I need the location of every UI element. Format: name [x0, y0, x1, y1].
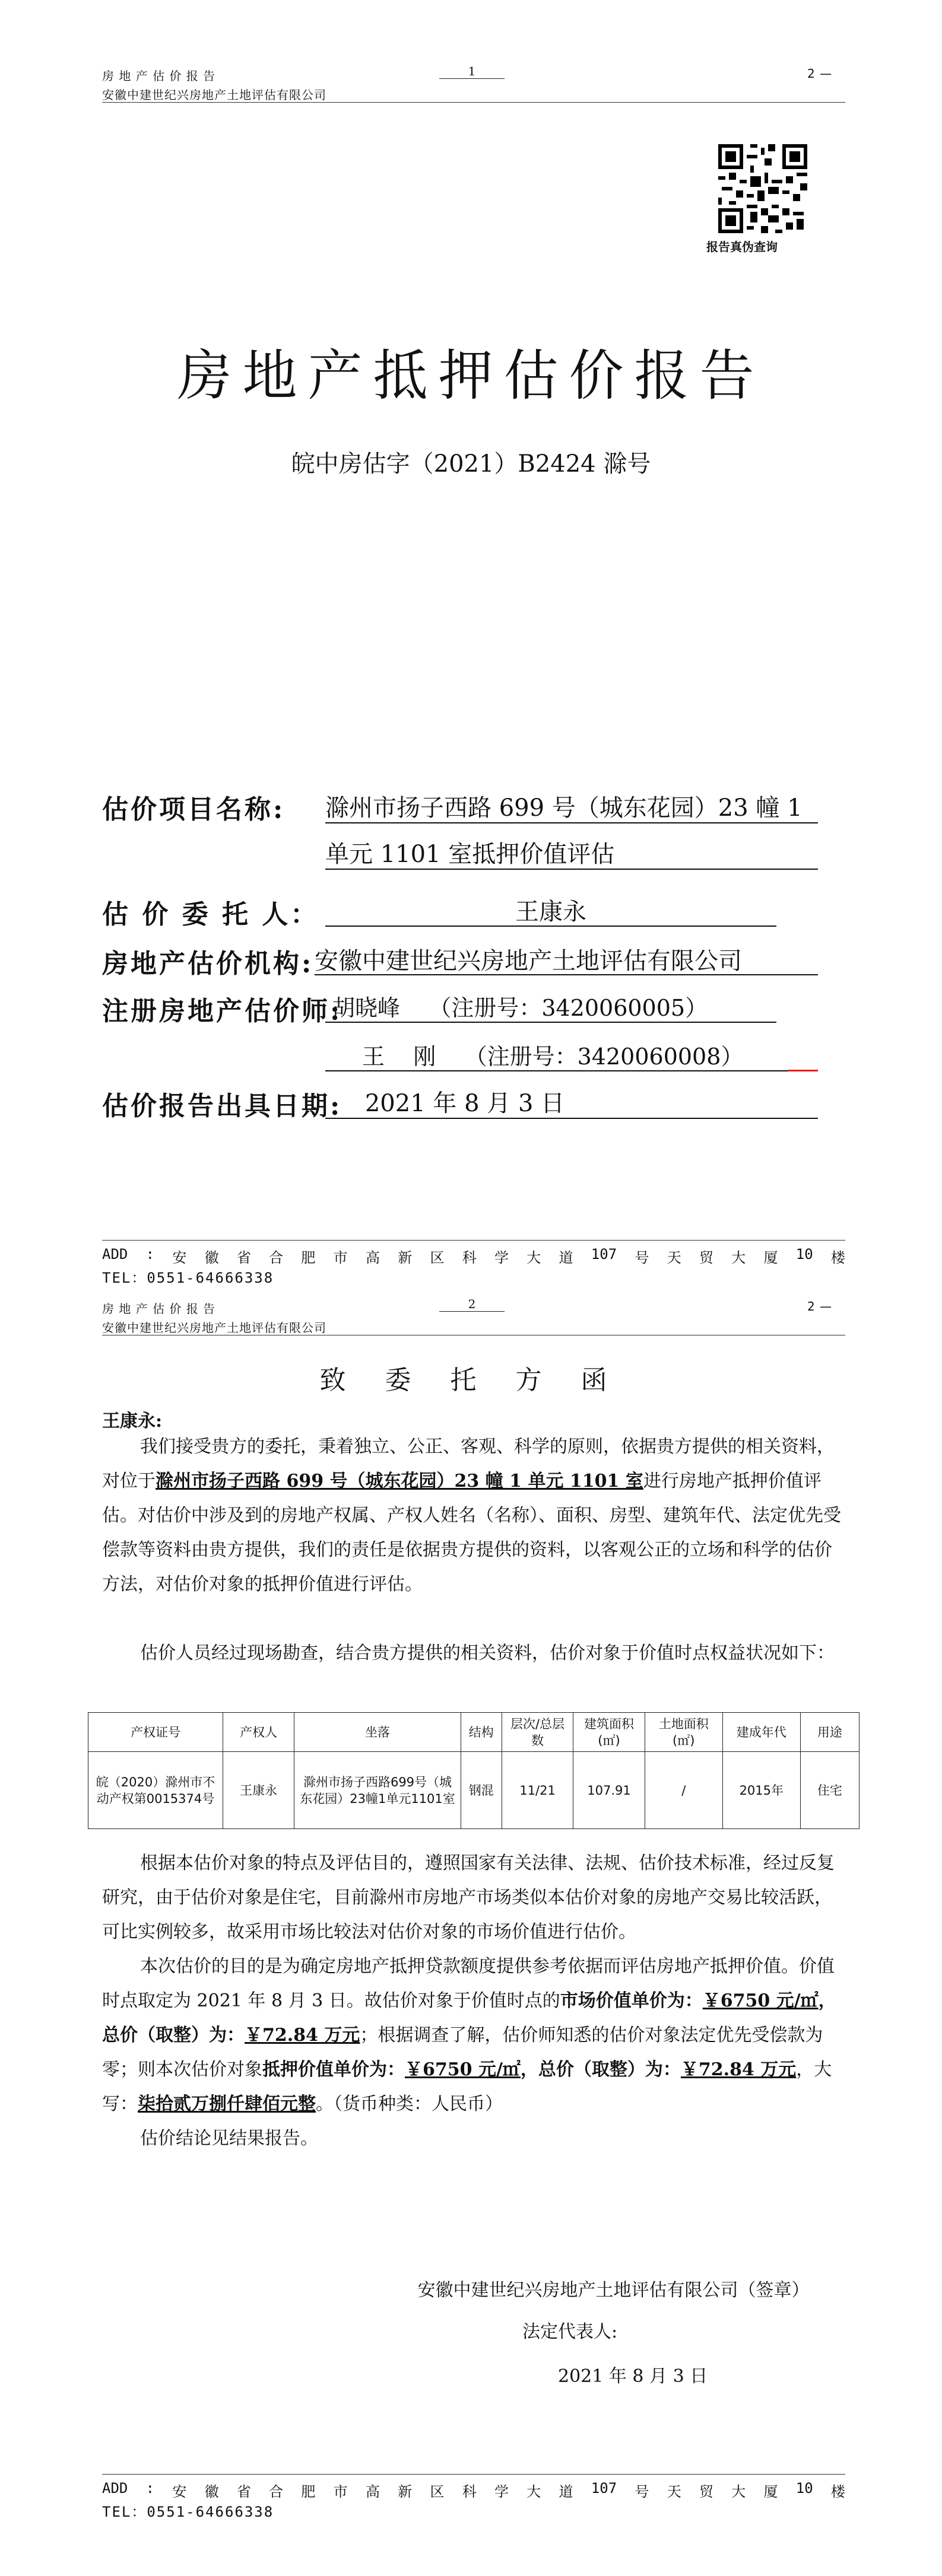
- footer-address: ADD : 安 徽 省 合 肥 市 高 新 区 科 学 大 道 107 号 天 贸 大 厦 10 楼: [102, 2480, 845, 2500]
- appraiser-label: 注册房地产估价师:: [102, 996, 342, 1026]
- project-name-label: 估价项目名称:: [102, 794, 286, 825]
- header-page-number: 1: [439, 64, 505, 79]
- project-name-underline2: [325, 869, 818, 870]
- header-divider: [102, 102, 845, 103]
- report-date-label: 估价报告出具日期:: [102, 1091, 342, 1121]
- footer-tel: TEL：0551-64666338: [102, 2504, 274, 2520]
- client-label: 估 价 委 托 人：: [102, 899, 319, 930]
- client-value: 王康永: [515, 898, 586, 926]
- appraiser-1-underline: [325, 1022, 776, 1023]
- client-underline: [325, 926, 776, 927]
- header-page-total: 2 —: [807, 1299, 833, 1314]
- agency-underline: [315, 974, 818, 975]
- header-page-number: 2: [439, 1297, 505, 1312]
- report-date-value: 2021 年 8 月 3 日: [364, 1090, 565, 1117]
- header-page-total: 2 —: [807, 66, 833, 81]
- footer-divider: [102, 1240, 845, 1241]
- table-row: 皖（2020）滁州市不动产权第0015374号 王康永 滁州市扬子西路699号（城东花园）23幢1单元1101室 钢混 11/21 107.91 / 2015年 住宅: [88, 1752, 859, 1829]
- paragraph-5: 估价结论见结果报告。: [140, 2128, 318, 2149]
- footer-divider: [102, 2474, 845, 2475]
- appraiser-1: 胡晓峰 （注册号：3420060005）: [332, 995, 708, 1021]
- paragraph-2: 估价人员经过现场勘查，结合贵方提供的相关资料，估价对象于价值时点权益状况如下：: [140, 1643, 835, 1664]
- salutation: 王康永:: [102, 1411, 163, 1432]
- appraiser-2: 王 刚 （注册号：3420060008）: [362, 1044, 744, 1070]
- footer-tel: TEL：0551-64666338: [102, 1270, 274, 1286]
- agency-value: 安徽中建世纪兴房地产土地评估有限公司: [315, 947, 742, 975]
- signature-date: 2021 年 8 月 3 日: [558, 2366, 708, 2387]
- project-name-line1: 滁州市扬子西路 699 号（城东花园）23 幢 1: [325, 794, 803, 822]
- signature-company: 安徽中建世纪兴房地产土地评估有限公司（签章）: [417, 2280, 810, 2301]
- qr-code-icon: [718, 144, 807, 233]
- appraiser-2-underline: [325, 1070, 788, 1071]
- property-table: [88, 1712, 859, 1829]
- header-company: 安徽中建世纪兴房地产土地评估有限公司: [102, 1321, 326, 1335]
- header-title: 房 地 产 估 价 报 告: [102, 69, 216, 83]
- paragraph-4: 本次估价的目的是为确定房地产抵押贷款额度提供参考依据而评估房地产抵押价值。价值时点取定为 2021 年 8 月 3 日。故估价对象于价值时点的市场价值单价为：￥6750 元/㎡，总价（取整）为：￥72.84 万元；根据调查了解，估价师知悉的估价对象法定优先受偿款为零；则本次估价对象抵押价值单价为：￥6750 元/㎡，总价（取整）为：￥72.84 万元，大写：柒拾贰万捌仟肆佰元整。（货币种类：人民币）: [102, 1956, 836, 2114]
- footer-address: ADD : 安 徽 省 合 肥 市 高 新 区 科 学 大 道 107 号 天 贸 大 厦 10 楼: [102, 1246, 845, 1266]
- qr-caption: 报告真伪查询: [706, 240, 778, 254]
- red-mark: [788, 1070, 818, 1071]
- paragraph-1: 我们接受贵方的委托，秉着独立、公正、客观、科学的原则，依据贵方提供的相关资料，对位于滁州市扬子西路 699 号（城东花园）23 幢 1 单元 1101 室进行房地产抵押价值评估。对估价中涉及到的房地产权属、产权人姓名（名称）、面积、房型、建筑年代、法定优先受偿款等资料由贵方提供，我们的责任是依据贵方提供的资料，以客观公正的立场和科学的估价方法，对估价对象的抵押价值进行评估。: [102, 1436, 841, 1595]
- agency-label: 房地产估价机构:: [102, 949, 314, 979]
- project-name-underline1: [325, 822, 818, 823]
- project-name-line2: 单元 1101 室抵押价值评估: [325, 841, 615, 868]
- header-company: 安徽中建世纪兴房地产土地评估有限公司: [102, 88, 326, 102]
- paragraph-3: 根据本估价对象的特点及评估目的，遵照国家有关法律、法规、估价技术标准，经过反复研究，由于估价对象是住宅，目前滁州市房地产市场类似本估价对象的房地产交易比较活跃，可比实例较多，故采用市场比较法对估价对象的市场价值进行估价。: [102, 1853, 835, 1942]
- letter-title: 致 委 托 方 函: [319, 1365, 623, 1395]
- header-title: 房 地 产 估 价 报 告: [102, 1302, 216, 1316]
- report-date-underline: [325, 1118, 818, 1119]
- document-number: 皖中房估字（2021）B2424 滁号: [291, 450, 651, 478]
- report-title: 房地产抵押估价报告: [177, 344, 765, 408]
- table-header-row: 产权证号 产权人 坐落 结构 层次/总层数 建筑面积(㎡) 土地面积(㎡) 建成年代 用途: [88, 1713, 859, 1752]
- legal-representative: 法定代表人:: [522, 2321, 618, 2342]
